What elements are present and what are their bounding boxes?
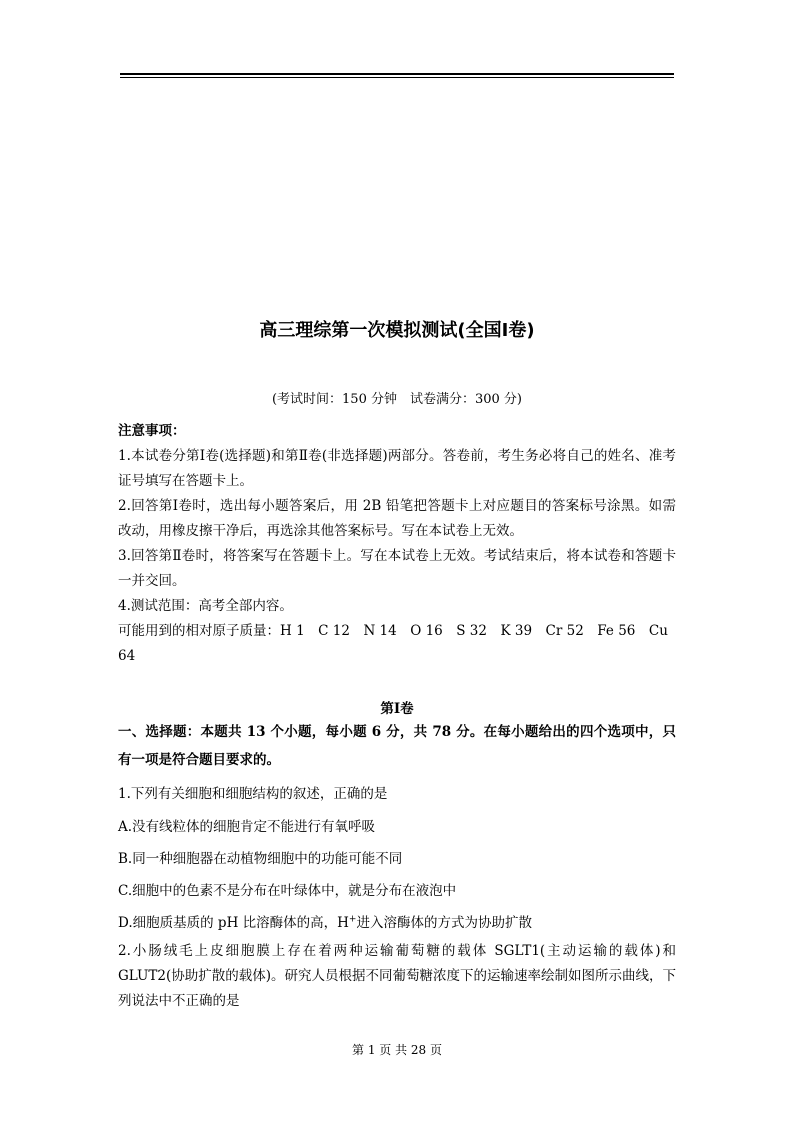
exam-time-info: (考试时间：150 分钟 试卷满分：300 分) — [271, 392, 523, 407]
option-d-superscript: + — [348, 914, 357, 925]
multiple-choice-section — [118, 718, 676, 1014]
header-rule-thin — [120, 77, 674, 78]
question-1-option-c: C.细胞中的色素不是分布在叶绿体中，就是分布在液泡中 — [118, 883, 457, 899]
notes-section — [118, 419, 676, 669]
atomic-masses: 可能用到的相对原子质量：H 1 C 12 N 14 O 16 S 32 K 39 Cr 52 Fe 56 Cu 64 — [118, 623, 668, 664]
option-d-text-end: 进入溶酶体的方式为协助扩散 — [356, 915, 532, 931]
question-1-option-b: B.同一种细胞器在动植物细胞中的功能可能不同 — [118, 851, 403, 867]
option-d-text-start: D.细胞质基质的 pH 比溶酶体的高，H — [118, 915, 349, 931]
section-instructions: 一、选择题：本题共 13 个小题，每小题 6 分，共 78 分。在每小题给出的四个选项中，只有一项是符合题目要求的。 — [118, 724, 676, 768]
question-1-option-a: A.没有线粒体的细胞肯定不能进行有氧呼吸 — [118, 819, 376, 835]
note-item: 2.回答第Ⅰ卷时，选出每小题答案后，用 2B 铅笔把答题卡上对应题目的答案标号涂黑。如需改动，用橡皮擦干净后，再选涂其他答案标号。写在本试卷上无效。 — [118, 498, 676, 539]
question-1-stem: 1.下列有关细胞和细胞结构的叙述，正确的是 — [118, 786, 388, 802]
question-2-stem: 2.小肠绒毛上皮细胞膜上存在着两种运输葡萄糖的载体 SGLT1(主动运输的载体)和GLUT2(协助扩散的载体)。研究人员根据不同葡萄糖浓度下的运输速率绘制如图所示曲线，下列说法中不正确的是 — [118, 943, 677, 1009]
note-item: 1.本试卷分第Ⅰ卷(选择题)和第Ⅱ卷(非选择题)两部分。答卷前，考生务必将自己的姓名、准考证号填写在答题卡上。 — [118, 448, 676, 489]
page-footer: 第 1 页 共 28 页 — [352, 1043, 442, 1057]
question-1-option-d — [118, 911, 676, 936]
note-item: 4.测试范围：高考全部内容。 — [118, 598, 293, 614]
notes-heading: 注意事项： — [118, 423, 186, 439]
header-rule-thick — [120, 73, 674, 75]
exam-title: 高三理综第一次模拟测试(全国Ⅰ卷) — [259, 320, 535, 341]
section-title: 第Ⅰ卷 — [380, 701, 414, 717]
note-item: 3.回答第Ⅱ卷时，将答案写在答题卡上。写在本试卷上无效。考试结束后，将本试卷和答题卡一并交回。 — [118, 548, 676, 589]
